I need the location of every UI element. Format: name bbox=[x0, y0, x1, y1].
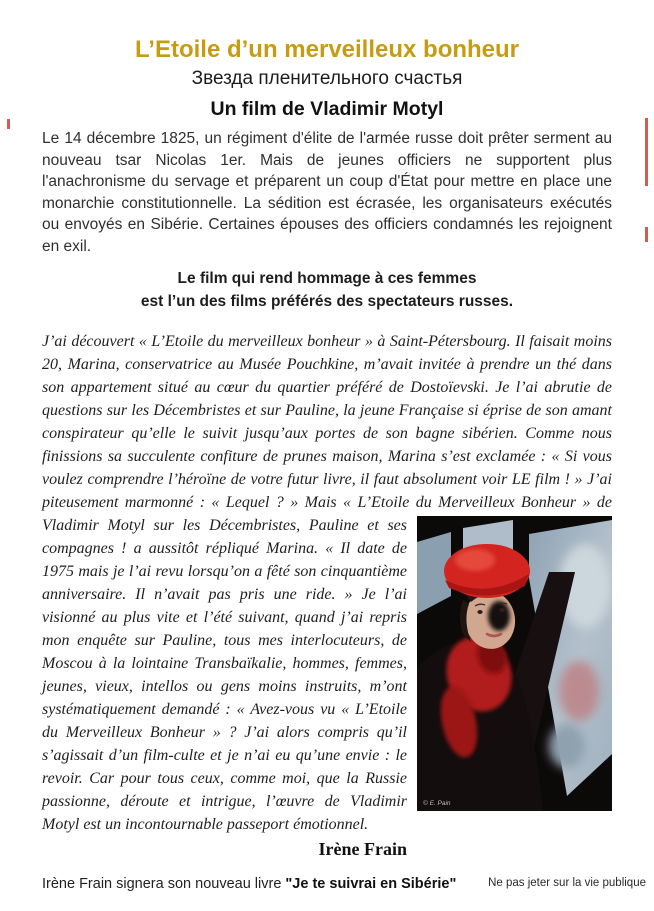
beret-highlight bbox=[455, 549, 495, 571]
testimonial-text-part2: compagnes ! a aussitôt répliqué Marina. « Il date de 1975 mais je l’ai revu lorsqu’on a fêté son cinquantième anniversaire. Il n’avait pas pris une ride. » Je l’ai visionné au plus vite et l’été suivant, quand j’ai repris mon enquête sur Pauline, tous mes interlocuteurs, de Moscou à la lointaine Transbaïkalie, hommes, femmes, jeunes, vieux, intellos ou gens moins instruits, m’ont systématiquement demandé : « Avez-vous vu « L’Etoile du Merveilleux Bonheur » ? J’ai alors compris qu’il s’agissait d’un film-culte et je n’ai eu qu’une envie : le revoir. Car pour tous ceux, comme moi, que la Russie passionne, déroute et intrigue, l’œuvre de Vladimir Motyl est un incontournable passeport émotionnel. bbox=[42, 539, 407, 833]
cheek-highlight bbox=[488, 601, 510, 631]
testimonial-text-part1: J’ai découvert « L’Etoile du merveilleux bonheur » à Saint-Pétersbourg. Il faisait moins 20, Marina, conservatrice au Musée Pouchkine, m’avait invitée à prendre un thé dans son appartement situé au cœur du quartier préféré de Dostoïevski. Je l’ai abrutie de questions sur les Décembristes et sur Pauline, la jeune Française si éprise de son amant conspirateur qu’elle le suivit jusqu’aux portes de son bagne sibérien. Comme nous finissions sa succulente confiture de prunes maison, Marina s’est exclamée : « Si vous voulez comprendre l’héroïne de votre futur livre, il faut absolument voir LE film ! » J’ai piteusement marmonné : « Lequel ? » Mais « L’Etoile du Merveilleux Bonheur » de Vladimir Motyl sur les Décembristes, Pauline et ses bbox=[42, 332, 612, 534]
book-signing-text: Irène Frain signera son nouveau livre bbox=[42, 875, 286, 892]
film-title-french: L’Etoile d’un merveilleux bonheur bbox=[134, 36, 520, 63]
left-eye bbox=[477, 610, 482, 614]
testimonial-paragraph bbox=[42, 330, 612, 836]
portrait-photo-illustration bbox=[417, 516, 612, 811]
book-title: "Je te suivrai en Sibérie" bbox=[285, 875, 457, 892]
photo-credit: © E. Pain bbox=[423, 799, 451, 807]
right-eye bbox=[499, 608, 504, 612]
author-signature: Irène Frain bbox=[318, 838, 407, 859]
highlight-line-2: est l’un des films préférés des spectateurs russes. bbox=[140, 293, 514, 311]
window-blur-shape bbox=[549, 724, 585, 768]
window-red-reflection bbox=[559, 661, 599, 721]
red-frame-mark-right-top bbox=[645, 118, 648, 186]
film-director-line: Un film de Vladimir Motyl bbox=[210, 98, 444, 120]
synopsis-paragraph: Le 14 décembre 1825, un régiment d'élite de l'armée russe doit prêter serment au nouveau tsar Nicolas 1er. Mais de jeunes officiers ne supportent plus l'anachronisme du servage et préparent un coup d'État pour mettre en place une monarchie constitutionnelle. La sédition est écrasée, les organisateurs exécutés ou envoyés en Sibérie. Certaines épouses des officiers condamnés les rejoignent en exil. bbox=[42, 130, 612, 255]
highlight-line-1: Le film qui rend hommage à ces femmes bbox=[177, 269, 477, 287]
footer-row bbox=[42, 875, 646, 894]
film-title-russian: Звезда пленительного счастья bbox=[191, 68, 463, 89]
red-frame-mark-left bbox=[7, 119, 10, 129]
do-not-litter-note: Ne pas jeter sur la vie publique bbox=[488, 876, 646, 889]
red-frame-mark-right-bottom bbox=[645, 227, 648, 242]
highlight-claim bbox=[42, 267, 612, 314]
portrait-photo bbox=[417, 516, 612, 811]
book-signing-line bbox=[42, 875, 456, 894]
